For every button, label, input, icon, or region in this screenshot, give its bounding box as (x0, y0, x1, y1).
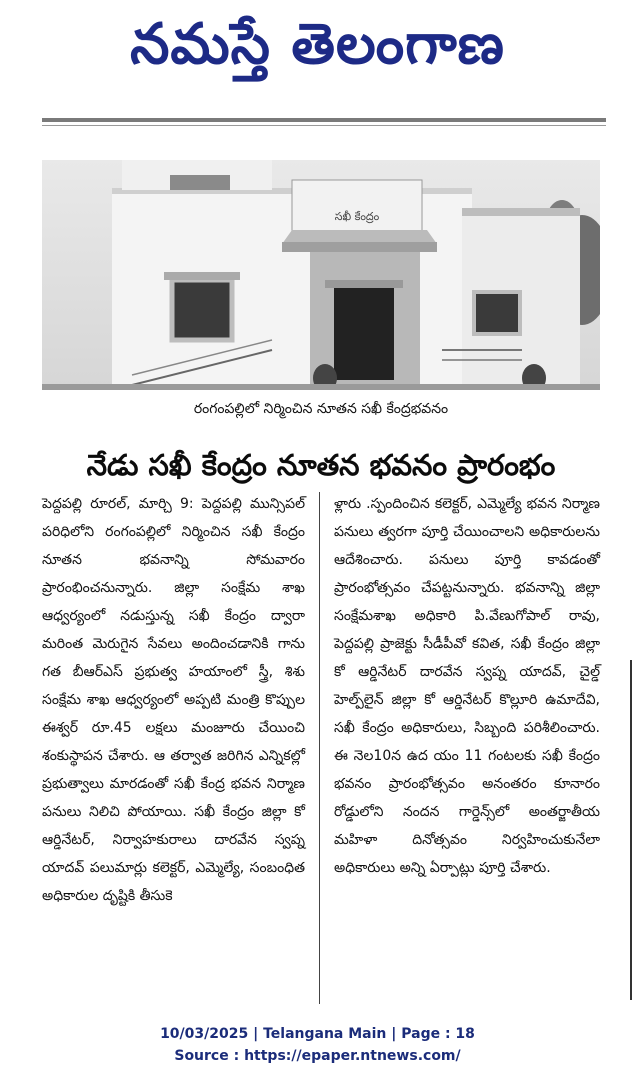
photo-board-text: సఖీ కేంద్రం (334, 210, 380, 223)
footer-edition-info: 10/03/2025 | Telangana Main | Page : 18 (160, 1026, 475, 1042)
article-headline: నేడు సఖీ కేంద్రం నూతన భవనం ప్రారంభం (86, 448, 556, 482)
article-column-left (42, 490, 305, 910)
footer-source-link[interactable]: Source : https://epaper.ntnews.com/ (174, 1048, 461, 1064)
article-body-right: ళ్లారు .స్పందించిన కలెక్టర్, ఎమ్మెల్యే భవన నిర్మాణ పనులు త్వరగా పూర్తి చేయించాలని అధికారులను ఆదేశించారు. పనులు పూర్తి కావడంతో ప్రారంభోత్సవం చేపట్టనున్నారు. భవనాన్ని జిల్లా సంక్షేమశాఖ అధికారి పి.వేణుగోపాల్ రావు, పెద్దపల్లి ప్రాజెక్టు సీడీపీవో కవిత, సఖీ కేంద్రం జిల్లా కో ఆర్డినేటర్ దారవేన స్వప్న యాదవ్, చైల్డ్ హెల్ప్‌లైన్ జిల్లా కో ఆర్డినేటర్ కొల్లూరి ఉమాదేవి, సఖీ కేంద్రం అధికారులు, సిబ్బంది పరిశీలించారు. ఈ నెల10న ఉద యం 11 గంటలకు సఖీ కేంద్రం భవనం ప్రారంభోత్సవం అనంతరం కూనారం రోడ్డులోని నందన గార్డెన్స్‌లో అంతర్జాతీయ మహిళా దినోత్సవం నిర్వహించుకునేలా అధికారులు అన్ని ఏర్పాట్లు పూర్తి చేశారు. (334, 496, 600, 876)
masthead-rule-thin (42, 125, 606, 126)
building-photo (42, 160, 600, 390)
photo-caption: రంగంపల్లిలో నిర్మించిన నూతన సఖీ కేంద్రభవనం (193, 401, 449, 417)
building-photo-icon (42, 160, 600, 390)
column-divider (319, 492, 320, 1004)
article-body-left: పెద్దపల్లి రూరల్, మార్చి 9: పెద్దపల్లి మున్సిపల్ పరిధిలోని రంగంపల్లిలో నిర్మించిన సఖీ కేంద్రం నూతన భవనాన్ని సోమవారం ప్రారంభించనున్నారు. జిల్లా సంక్షేమ శాఖ ఆధ్వర్యంలో నడుస్తున్న సఖీ కేంద్రం ద్వారా మరింత మెరుగైన సేవలు అందించడానికి గాను గత బీఆర్ఎస్ ప్రభుత్వ హయాంలో స్త్రీ, శిశు సంక్షేమ శాఖ ఆధ్వర్యంలో అప్పటి మంత్రి కొప్పుల ఈశ్వర్ రూ.45 లక్షలు మంజూరు చేయించి శంకుస్థాపన చేశారు. ఆ తర్వాత జరిగిన ఎన్నికల్లో ప్రభుత్వాలు మారడంతో సఖీ కేంద్ర భవన నిర్మాణ పనులు నిలిచి పోయాయి. సఖీ కేంద్రం జిల్లా కో ఆర్డినేటర్, నిర్వాహకురాలు దారవేన స్వప్న యాదవ్ పలుమార్లు కలెక్టర్, ఎమ్మెల్యే, సంబంధిత అధికారుల దృష్టికి తీసుకె (42, 496, 305, 904)
masthead-rule (42, 118, 606, 122)
article-column-right (334, 490, 600, 882)
page-edge-mark (630, 660, 632, 1000)
masthead-logo: నమస్తే తెలంగాణ (130, 12, 505, 77)
